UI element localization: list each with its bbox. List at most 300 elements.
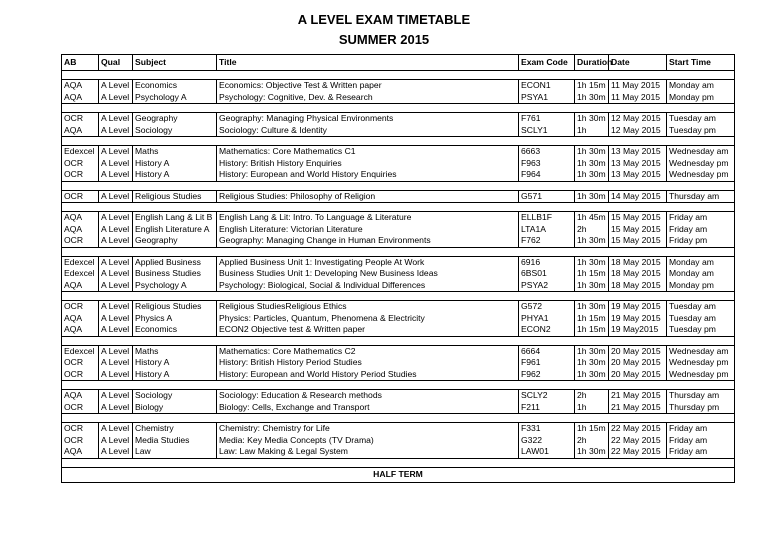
cell-exam-code-line: PHYA1: [521, 312, 549, 323]
cell-duration-line: 1h 15m: [577, 268, 606, 278]
cell-start-time: [667, 146, 735, 182]
cell-start-time-line: Tuesday am: [669, 301, 716, 311]
cell-qual-line: A Level: [101, 279, 130, 290]
cell-duration-line: 1h 15m: [577, 312, 606, 323]
cell-start-time-line: Monday am: [669, 256, 714, 267]
spacer-row: [62, 181, 735, 190]
cell-title-line: Sociology: Culture & Identity: [219, 124, 327, 135]
cell-subject-line: Geography: [135, 113, 178, 123]
cell-duration-line: 1h 30m: [577, 345, 606, 356]
cell-exam-code: [519, 345, 575, 381]
cell-date-line: 22 May 2015: [611, 446, 661, 456]
cell-ab-line: Edexcel: [64, 256, 95, 267]
cell-qual-line: A Level: [101, 301, 130, 311]
cell-exam-code: [519, 423, 575, 459]
page-title: A LEVEL EXAM TIMETABLE: [297, 12, 471, 27]
cell-date-line: 19 May2015: [611, 324, 659, 334]
cell-ab-line: OCR: [64, 423, 84, 433]
cell-subject-line: History A: [135, 169, 170, 179]
cell-qual-line: A Level: [101, 268, 130, 278]
cell-subject: [133, 212, 217, 248]
cell-qual-line: A Level: [101, 146, 130, 156]
cell-start-time-line: Tuesday am: [669, 113, 716, 123]
cell-qual-line: A Level: [101, 446, 130, 456]
cell-title-line: History: British History Enquiries: [219, 157, 342, 168]
cell-date: [609, 301, 667, 337]
cell-ab-line: OCR: [64, 357, 84, 367]
cell-subject-line: Religious Studies: [135, 190, 202, 201]
cell-date: [609, 80, 667, 104]
cell-exam-code-line: F964: [521, 169, 541, 179]
cell-ab-line: OCR: [64, 401, 84, 412]
cell-title-line: Sociology: Education & Research methods: [219, 390, 382, 400]
col-header-title: Title: [217, 55, 519, 71]
cell-subject-line: Sociology: [135, 124, 173, 135]
cell-duration-line: 2h: [577, 434, 587, 445]
cell-subject: [133, 146, 217, 182]
cell-start-time-line: Wednesday am: [669, 146, 729, 156]
cell-start-time-line: Friday am: [669, 434, 708, 445]
cell-ab: [62, 390, 99, 414]
cell-start-time-line: Thursday pm: [669, 401, 720, 412]
cell-qual-line: A Level: [101, 357, 130, 367]
cell-subject-line: English Literature A: [135, 223, 210, 234]
cell-title: [217, 146, 519, 182]
cell-start-time-line: Friday am: [669, 212, 708, 222]
cell-subject-line: Chemistry: [135, 423, 174, 433]
cell-title-line: Chemistry: Chemistry for Life: [219, 423, 330, 433]
cell-date: [609, 146, 667, 182]
cell-subject-line: Law: [135, 446, 151, 456]
cell-title-line: English Lang & Lit: Intro. To Language & Literature: [219, 212, 412, 222]
cell-title: [217, 256, 519, 292]
cell-duration-line: 1h 30m: [577, 190, 606, 201]
cell-qual-line: A Level: [101, 312, 130, 323]
cell-qual-line: A Level: [101, 212, 130, 222]
cell-duration-line: 1h 30m: [577, 169, 606, 179]
cell-date-line: 22 May 2015: [611, 423, 661, 433]
cell-duration-line: 1h 30m: [577, 357, 606, 367]
cell-ab-line: AQA: [64, 446, 83, 456]
cell-exam-code-line: LAW01: [521, 446, 549, 456]
cell-date-line: 15 May 2015: [611, 212, 661, 222]
cell-qual: [99, 190, 133, 203]
cell-subject-line: Physics A: [135, 312, 173, 323]
cell-ab: [62, 256, 99, 292]
cell-ab-line: OCR: [64, 169, 84, 179]
cell-subject-line: Sociology: [135, 390, 173, 400]
cell-exam-code-line: F961: [521, 357, 541, 367]
cell-title-line: Business Studies Unit 1: Developing New Business Ideas: [219, 268, 438, 278]
cell-subject-line: History A: [135, 157, 170, 168]
cell-ab-line: AQA: [64, 279, 83, 290]
cell-date-line: 20 May 2015: [611, 368, 661, 379]
cell-qual-line: A Level: [101, 190, 130, 201]
cell-duration: [575, 345, 609, 381]
cell-date-line: 13 May 2015: [611, 169, 661, 179]
cell-start-time-line: Wednesday pm: [669, 368, 729, 379]
cell-exam-code-line: F962: [521, 368, 541, 379]
cell-ab-line: AQA: [64, 124, 83, 135]
cell-duration-line: 1h 30m: [577, 91, 606, 102]
cell-qual: [99, 423, 133, 459]
cell-date: [609, 390, 667, 414]
cell-qual: [99, 113, 133, 137]
cell-duration: [575, 212, 609, 248]
cell-subject-line: Maths: [135, 345, 159, 356]
cell-start-time-line: Tuesday am: [669, 312, 716, 323]
cell-date: [609, 345, 667, 381]
cell-start-time-line: Wednesday pm: [669, 357, 729, 367]
cell-ab: [62, 345, 99, 381]
cell-title-line: Economics: Objective Test & Written paper: [219, 80, 382, 90]
cell-date-line: 15 May 2015: [611, 235, 661, 245]
table-row: [62, 190, 735, 203]
cell-subject: [133, 390, 217, 414]
cell-start-time-line: Friday am: [669, 223, 708, 234]
cell-qual: [99, 390, 133, 414]
cell-title-line: Physics: Particles, Quantum, Phenomena & Electricity: [219, 312, 425, 323]
cell-exam-code-line: 6BS01: [521, 268, 547, 278]
cell-exam-code-line: G571: [521, 190, 543, 201]
cell-start-time: [667, 423, 735, 459]
cell-ab-line: Edexcel: [64, 345, 95, 356]
cell-qual-line: A Level: [101, 324, 130, 334]
cell-title-line: English Literature: Victorian Literature: [219, 223, 363, 234]
cell-duration-line: 1h 30m: [577, 113, 606, 123]
spacer-row: [62, 71, 735, 80]
cell-duration-line: 1h 30m: [577, 235, 606, 245]
cell-ab-line: AQA: [64, 324, 83, 334]
cell-duration-line: 1h 30m: [577, 446, 606, 456]
cell-date-line: 20 May 2015: [611, 345, 661, 356]
cell-duration-line: 2h: [577, 223, 587, 234]
cell-ab: [62, 80, 99, 104]
cell-exam-code-line: PSYA2: [521, 279, 549, 290]
cell-date-line: 22 May 2015: [611, 434, 661, 445]
cell-exam-code-line: LTA1A: [521, 223, 546, 234]
cell-qual: [99, 146, 133, 182]
footer-row: [62, 467, 735, 482]
cell-subject-line: Business Studies: [135, 268, 201, 278]
cell-title-line: History: European and World History Period Studies: [219, 368, 417, 379]
cell-date: [609, 423, 667, 459]
cell-title: [217, 113, 519, 137]
cell-subject: [133, 423, 217, 459]
cell-ab: [62, 146, 99, 182]
cell-qual: [99, 345, 133, 381]
cell-duration: [575, 190, 609, 203]
cell-start-time-line: Monday pm: [669, 91, 714, 102]
table-row: [62, 301, 735, 337]
cell-start-time-line: Wednesday pm: [669, 157, 729, 168]
cell-date: [609, 256, 667, 292]
cell-exam-code-line: ECON1: [521, 80, 551, 90]
cell-qual-line: A Level: [101, 345, 130, 356]
cell-ab: [62, 301, 99, 337]
half-term-label: HALF TERM: [62, 467, 735, 482]
cell-duration-line: 1h 15m: [577, 324, 606, 334]
cell-start-time-line: Monday am: [669, 268, 714, 278]
cell-duration-line: 1h 30m: [577, 157, 606, 168]
col-header-duration: Duration: [575, 55, 609, 71]
cell-ab-line: OCR: [64, 235, 84, 245]
cell-exam-code-line: G572: [521, 301, 543, 311]
cell-exam-code-line: F211: [521, 401, 540, 412]
col-header-qual: Qual: [99, 55, 133, 71]
cell-title-line: Mathematics: Core Mathematics C2: [219, 345, 356, 356]
cell-ab: [62, 113, 99, 137]
cell-subject: [133, 190, 217, 203]
cell-ab: [62, 423, 99, 459]
cell-start-time-line: Thursday am: [669, 390, 720, 400]
cell-exam-code: [519, 146, 575, 182]
cell-title-line: ECON2 Objective test & Written paper: [219, 324, 365, 334]
cell-exam-code-line: SCLY2: [521, 390, 548, 400]
page-subtitle: SUMMER 2015: [338, 32, 430, 47]
cell-duration-line: 1h 30m: [577, 279, 606, 290]
cell-exam-code-line: F963: [521, 157, 541, 168]
cell-date-line: 14 May 2015: [611, 190, 661, 201]
col-header-subject: Subject: [133, 55, 217, 71]
cell-subject-line: Economics: [135, 80, 178, 90]
cell-title-line: Applied Business Unit 1: Investigating People At Work: [219, 256, 425, 267]
cell-title-line: Psychology: Biological, Social & Individual Differences: [219, 279, 426, 290]
spacer-row: [62, 104, 735, 113]
cell-date-line: 21 May 2015: [611, 390, 661, 400]
cell-exam-code-line: ELLB1F: [521, 212, 553, 222]
cell-duration-line: 1h 30m: [577, 301, 606, 311]
cell-ab-line: Edexcel: [64, 146, 95, 156]
cell-subject-line: History A: [135, 368, 170, 379]
cell-qual-line: A Level: [101, 390, 130, 400]
cell-start-time: [667, 301, 735, 337]
cell-subject-line: English Lang & Lit B: [135, 212, 213, 222]
spacer-row: [62, 203, 735, 212]
cell-subject: [133, 345, 217, 381]
cell-date-line: 11 May 2015: [611, 91, 661, 102]
cell-exam-code: [519, 113, 575, 137]
cell-ab-line: AQA: [64, 312, 83, 323]
cell-ab-line: OCR: [64, 301, 84, 311]
table-row: [62, 390, 735, 414]
cell-title-line: Geography: Managing Physical Environments: [219, 113, 394, 123]
cell-duration: [575, 390, 609, 414]
cell-duration-line: 1h: [577, 401, 587, 412]
cell-subject: [133, 256, 217, 292]
cell-exam-code-line: PSYA1: [521, 91, 549, 102]
cell-qual-line: A Level: [101, 256, 130, 267]
cell-duration-line: 1h 30m: [577, 256, 606, 267]
cell-duration-line: 1h 30m: [577, 368, 606, 379]
spacer-row: [62, 381, 735, 390]
cell-start-time-line: Wednesday pm: [669, 169, 729, 179]
cell-exam-code-line: 6916: [521, 256, 541, 267]
col-header-ab: AB: [62, 55, 99, 71]
cell-qual-line: A Level: [101, 223, 130, 234]
cell-exam-code-line: F762: [521, 235, 541, 245]
cell-title-line: History: British History Period Studies: [219, 357, 362, 367]
cell-subject-line: Maths: [135, 146, 159, 156]
col-header-date: Date: [609, 55, 667, 71]
cell-title: [217, 423, 519, 459]
cell-title: [217, 390, 519, 414]
cell-ab-line: OCR: [64, 113, 84, 123]
cell-date-line: 12 May 2015: [611, 124, 661, 135]
cell-exam-code-line: G322: [521, 434, 543, 445]
spacer-row: [62, 414, 735, 423]
cell-ab-line: AQA: [64, 390, 83, 400]
cell-qual-line: A Level: [101, 235, 130, 245]
cell-date-line: 11 May 2015: [611, 80, 661, 90]
cell-exam-code-line: SCLY1: [521, 124, 548, 135]
cell-exam-code-line: ECON2: [521, 324, 551, 334]
cell-qual-line: A Level: [101, 434, 130, 445]
cell-ab-line: OCR: [64, 190, 84, 201]
cell-title: [217, 212, 519, 248]
cell-date-line: 19 May 2015: [611, 301, 661, 311]
cell-title-line: History: European and World History Enquiries: [219, 169, 397, 179]
cell-start-time: [667, 256, 735, 292]
cell-exam-code-line: 6664: [521, 345, 541, 356]
table-row: [62, 345, 735, 381]
cell-qual: [99, 212, 133, 248]
cell-subject-line: Psychology A: [135, 279, 187, 290]
cell-subject-line: Media Studies: [135, 434, 190, 445]
cell-subject: [133, 113, 217, 137]
spacer-row: [62, 292, 735, 301]
cell-title: [217, 345, 519, 381]
table-row: [62, 212, 735, 248]
cell-duration-line: 1h 30m: [577, 146, 606, 156]
cell-qual-line: A Level: [101, 91, 130, 102]
cell-start-time: [667, 80, 735, 104]
cell-subject-line: Biology: [135, 401, 164, 412]
cell-start-time-line: Thursday am: [669, 190, 720, 201]
cell-subject-line: Applied Business: [135, 256, 201, 267]
cell-date: [609, 190, 667, 203]
spacer-row: [62, 336, 735, 345]
timetable-table: [61, 54, 735, 483]
cell-subject-line: Psychology A: [135, 91, 187, 102]
cell-ab-line: OCR: [64, 157, 84, 168]
cell-duration: [575, 256, 609, 292]
cell-subject-line: Religious Studies: [135, 301, 202, 311]
cell-date-line: 12 May 2015: [611, 113, 661, 123]
cell-start-time-line: Friday pm: [669, 235, 708, 245]
spacer-row: [62, 137, 735, 146]
cell-duration-line: 2h: [577, 390, 587, 400]
timetable-body: [62, 71, 735, 459]
cell-title-line: Religious StudiesReligious Ethics: [219, 301, 347, 311]
col-header-start-time: Start Time: [667, 55, 735, 71]
cell-subject: [133, 80, 217, 104]
cell-title-line: Religious Studies: Philosophy of Religion: [219, 190, 376, 201]
cell-date: [609, 212, 667, 248]
cell-start-time: [667, 113, 735, 137]
cell-start-time-line: Monday pm: [669, 279, 714, 290]
cell-duration-line: 1h 45m: [577, 212, 606, 222]
cell-title-line: Mathematics: Core Mathematics C1: [219, 146, 356, 156]
cell-title-line: Biology: Cells, Exchange and Transport: [219, 401, 370, 412]
cell-ab-line: AQA: [64, 212, 83, 222]
cell-ab-line: OCR: [64, 434, 84, 445]
table-row: [62, 423, 735, 459]
cell-qual-line: A Level: [101, 169, 130, 179]
cell-exam-code: [519, 212, 575, 248]
cell-date: [609, 113, 667, 137]
cell-start-time-line: Friday am: [669, 446, 708, 456]
cell-date-line: 13 May 2015: [611, 146, 661, 156]
cell-exam-code: [519, 301, 575, 337]
cell-exam-code: [519, 390, 575, 414]
cell-duration: [575, 146, 609, 182]
cell-exam-code: [519, 256, 575, 292]
cell-title: [217, 80, 519, 104]
cell-ab-line: AQA: [64, 223, 83, 234]
cell-ab: [62, 212, 99, 248]
cell-title-line: Psychology: Cognitive, Dev. & Research: [219, 91, 373, 102]
table-row: [62, 113, 735, 137]
cell-subject-line: Economics: [135, 324, 178, 334]
spacer-row: [62, 458, 735, 467]
cell-duration-line: 1h 15m: [577, 423, 606, 433]
cell-duration-line: 1h 15m: [577, 80, 606, 90]
table-row: [62, 80, 735, 104]
cell-qual-line: A Level: [101, 368, 130, 379]
col-header-exam-code: Exam Code: [519, 55, 575, 71]
header-row: [62, 55, 735, 71]
cell-ab-line: Edexcel: [64, 268, 95, 278]
table-row: [62, 146, 735, 182]
cell-start-time: [667, 390, 735, 414]
cell-date-line: 18 May 2015: [611, 279, 661, 290]
cell-date-line: 19 May 2015: [611, 312, 661, 323]
cell-date-line: 18 May 2015: [611, 268, 661, 278]
cell-start-time-line: Friday am: [669, 423, 708, 433]
cell-duration: [575, 113, 609, 137]
cell-date-line: 21 May 2015: [611, 401, 661, 412]
cell-exam-code-line: F761: [521, 113, 541, 123]
cell-qual: [99, 301, 133, 337]
cell-exam-code-line: F331: [521, 423, 541, 433]
cell-qual-line: A Level: [101, 80, 130, 90]
cell-ab-line: OCR: [64, 368, 84, 379]
cell-title-line: Media: Key Media Concepts (TV Drama): [219, 434, 374, 445]
cell-start-time-line: Wednesday am: [669, 345, 729, 356]
cell-date-line: 13 May 2015: [611, 157, 661, 168]
cell-date-line: 15 May 2015: [611, 223, 661, 234]
cell-title-line: Geography: Managing Change in Human Environments: [219, 235, 431, 245]
table-row: [62, 256, 735, 292]
cell-date-line: 20 May 2015: [611, 357, 661, 367]
cell-exam-code: [519, 80, 575, 104]
cell-duration: [575, 301, 609, 337]
cell-start-time-line: Tuesday pm: [669, 124, 716, 135]
cell-subject-line: Geography: [135, 235, 178, 245]
cell-duration: [575, 80, 609, 104]
cell-duration: [575, 423, 609, 459]
cell-start-time-line: Monday am: [669, 80, 714, 90]
cell-duration-line: 1h: [577, 124, 587, 135]
cell-ab-line: AQA: [64, 80, 83, 90]
cell-qual-line: A Level: [101, 124, 130, 135]
cell-ab-line: AQA: [64, 91, 83, 102]
cell-start-time: [667, 212, 735, 248]
cell-qual: [99, 256, 133, 292]
cell-qual-line: A Level: [101, 401, 130, 412]
cell-ab: [62, 190, 99, 203]
